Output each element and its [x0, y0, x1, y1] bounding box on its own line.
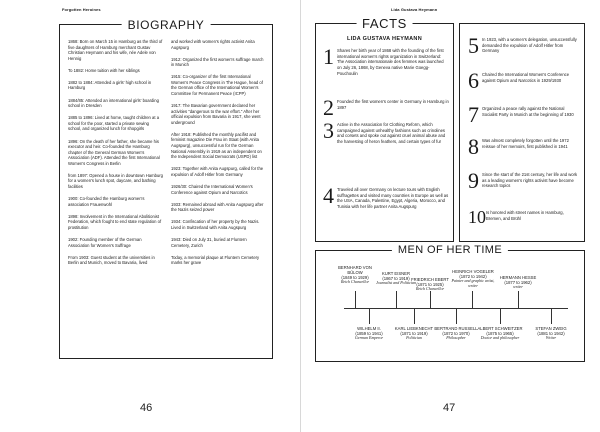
- biography-box: [59, 18, 273, 359]
- page-number: 46: [140, 402, 153, 414]
- fact-item: [323, 118, 449, 145]
- fact-item: [468, 68, 580, 93]
- fact-item: [468, 102, 580, 127]
- person-years: (1877 to 1962): [504, 280, 532, 286]
- biography-entry: 1898: Involvement in the International Abolitionist Federation, which fought to end state regulation of prostitution: [68, 213, 162, 230]
- timeline-person: [447, 269, 499, 289]
- fact-item: [323, 44, 449, 76]
- biography-entry: 1915: Co-organizer of the first International Women's Peace Congress in The Hague, head of the German office of the International Women's Committee for Permanent Peace (ICPP): [171, 74, 263, 97]
- biography-entry: 1882 to 1884: Attended a girls' high school in Hamburg: [68, 79, 152, 91]
- timeline-tick: [355, 291, 356, 308]
- biography-entry: from 1897: Opened a house in downtown Hamburg for a women's lunch spot, daycare, and bathing facilities: [68, 172, 163, 189]
- person-name: BERNHARD VON BÜLOW: [338, 265, 372, 276]
- fact-item: [468, 168, 580, 193]
- biography-entry: 1933: Remained abroad with Anita Augspurg after the Nazis seized power: [171, 201, 264, 213]
- person-role: Writer: [545, 335, 557, 341]
- fact-text: Was almost completely forgotten until the 1972 reissue of her memoirs, first published in 1941: [482, 138, 569, 149]
- fact-number: 6: [468, 68, 479, 93]
- person-name: KARL LIEBKNECHT: [394, 326, 434, 331]
- timeline-person: [332, 265, 378, 285]
- biography-entry: 1896: On the death of her father, she became his executor and heir. Co-founded the Hamburg chapter of the General German Women's Association (ADF). Attended the first International Women's Congress in Berlin: [68, 138, 160, 166]
- person-name: STEFAN ZWEIG: [535, 326, 567, 331]
- biography-entry: 1943: Died on July 31, buried at Fluntern Cemetery, Zurich: [171, 237, 247, 248]
- fact-number: 5: [468, 33, 479, 58]
- person-years: (1871 to 1925): [416, 282, 444, 288]
- fact-text: Chaired the International Women's Conference against Opium and Narcotics in 1929/1930: [482, 72, 570, 83]
- biography-entry: 1884/85: Attended an international girls' boarding school in Dresden: [68, 97, 159, 109]
- page-number: 47: [443, 402, 456, 414]
- fact-number: 10: [468, 207, 486, 227]
- fact-number: 3: [323, 118, 334, 143]
- person-years: (1875 to 1965): [486, 331, 514, 337]
- biography-entry: 1923: Together with Anita Augspurg, called for the expulsion of Adolf Hitler from Germany: [171, 166, 264, 177]
- fact-number: 8: [468, 134, 479, 159]
- biography-entry: Today, a memorial plaque at Fluntern Cemetery marks her grave: [171, 254, 260, 266]
- person-years: (1867 to 1919): [382, 276, 410, 282]
- person-role: German Emperor: [354, 335, 384, 341]
- person-years: (1872 to 1942): [459, 274, 487, 280]
- biography-entry: 1902: Founding member of the German Association for Women's Suffrage: [68, 237, 142, 248]
- timeline-tick: [551, 308, 552, 324]
- facts-box: [315, 16, 454, 242]
- men-of-her-time-heading: MEN OF HER TIME: [392, 244, 508, 256]
- timeline-person: [528, 326, 574, 341]
- fact-number: 7: [468, 102, 479, 127]
- biography-entry: and worked with women's rights activist Anita Augspurg: [171, 39, 255, 50]
- timeline-person: [346, 326, 392, 341]
- biography-heading: BIOGRAPHY: [122, 18, 211, 32]
- fact-number: 4: [323, 183, 334, 208]
- timeline-tick: [500, 308, 501, 324]
- timeline-person: [495, 275, 541, 290]
- fact-item: [468, 33, 580, 58]
- fact-text: In 1923, with a women's delegation, unsuccessfully demanded the expulsion of Adolf Hitler from Germany: [482, 37, 577, 54]
- biography-column-1: [68, 39, 163, 354]
- biography-entry: 1868: Born on March 15 in Hamburg as the third of five daughters of Hamburg merchant Gustav Christian Heymann and his wife, née Adele von Hennig: [68, 39, 163, 61]
- person-name: ALBERT SCHWEITZER: [477, 326, 523, 331]
- timeline-tick: [414, 308, 415, 324]
- timeline-tick: [518, 291, 519, 308]
- timeline-tick: [430, 291, 431, 308]
- person-name: KURT EISNER: [381, 271, 410, 276]
- fact-text: Since the start of the 21st century, her life and work as a leading women's rights activist have become research topics: [482, 172, 578, 189]
- biography-entry: From 1903: Guest student at the universities in Berlin and Munich, moved to Bavaria, lived: [68, 254, 155, 266]
- person-years: (1872 to 1970): [442, 331, 470, 337]
- person-name: BERTRAND RUSSELL: [434, 326, 478, 331]
- timeline-person: [433, 326, 479, 341]
- timeline-person: [477, 326, 523, 341]
- timeline-person: [391, 326, 437, 341]
- biography-entry: 1934: Confiscation of her property by the Nazis. Lived in Switzerland with Anita Augspurg: [171, 219, 260, 230]
- person-name: HEINRICH VOGELER: [452, 269, 494, 274]
- fact-text: Is honored with street names in Hamburg, Bremen, and Brühl: [486, 210, 564, 221]
- person-role: Journalist and Politician: [376, 280, 416, 286]
- biography-entry: 1926/30: Chaired the International Women's Conference against Opium and Narcotics: [171, 183, 253, 195]
- fact-text: Active in the Association for Clothing Reform, which campaigned against unhealthy fashions such as crinolines and corsets and spoke out against cruel animal abuse and the harvesting of heron feathers, and certain types of fur: [337, 122, 446, 145]
- biography-entry: 1912: Organized the first women's suffrage march in Munich: [171, 56, 264, 68]
- person-role: Doctor and philosopher: [480, 335, 520, 341]
- timeline-tick: [369, 308, 370, 324]
- person-role: Philosopher: [446, 335, 466, 341]
- facts-heading: FACTS: [356, 16, 413, 31]
- running-head: Lida Gustava Heymann: [391, 7, 438, 12]
- biography-entry: 1885 to 1896: Lived at home, taught children at a school for the poor, started a private sewing school, and organized lunch for shopgirls: [68, 115, 160, 132]
- person-role: Reich Chancellor: [415, 286, 445, 292]
- fact-text: Shares her birth year of 1868 with the founding of the first international women's rights organization in Switzerland: The Association internationale des femmes was launched on July 26, 1868, by Geneva native Marie Goegg-Pouchoulin: [337, 48, 444, 76]
- person-role: Reich Chancellor: [340, 279, 370, 285]
- person-role: writer: [513, 284, 523, 290]
- facts-subtitle: LIDA GUSTAVA HEYMANN: [347, 36, 422, 42]
- fact-number: 9: [468, 168, 479, 193]
- timeline-tick: [396, 291, 397, 308]
- men-of-her-time-box: [315, 244, 585, 362]
- biography-entry: 1917: The Bavarian government declared her activities "dangerous to the war effort." After her official expulsion from Bavaria in 1917, she went underground: [171, 103, 261, 125]
- fact-text: Organized a peace rally against the National Socialist Party in Munich at the beginning of 1930: [482, 106, 574, 117]
- fact-item: [323, 183, 449, 210]
- fact-text: Founded the first women's center in Germany in Hamburg in 1897: [337, 99, 449, 110]
- person-name: FRIEDRICH EBERT: [411, 277, 449, 282]
- person-name: HERMANN HESSE: [499, 275, 537, 280]
- biography-column-2: [171, 39, 266, 354]
- fact-item: [468, 207, 580, 227]
- person-role: Painter and graphic artist, writer: [451, 278, 495, 288]
- fact-item: [323, 95, 449, 120]
- person-years: (1859 to 1941): [355, 331, 383, 337]
- fact-text: Traveled all over Germany on lecture tours with English suffragettes and visited many countries in Europe as well as the USA, Canada, Palestine, Egypt, Algeria, Morocco, and Tunisia with her life partner Anita Augspurg: [337, 187, 449, 210]
- timeline-tick: [456, 308, 457, 324]
- person-role: Politician: [406, 335, 422, 341]
- fact-number: 2: [323, 95, 334, 120]
- biography-entry: After 1918: Published the monthly pacifist and feminist magazine Die Frau im Staat (with Anita Augspurg), unsuccessful run for the German National Assembly in 1919 as an independent on the Independent Social Democrats (USPD) list: [171, 131, 262, 160]
- right-page: [300, 0, 600, 432]
- person-years: (1849 to 1929): [341, 275, 369, 281]
- fact-item: [468, 134, 580, 159]
- person-years: (1871 to 1919): [400, 331, 428, 337]
- biography-entry: 1900: Co-founded the Hamburg women's association Frauenwohl: [68, 196, 145, 207]
- facts-box-continued: [459, 23, 585, 242]
- running-head: Forgotten Heroines: [62, 7, 101, 12]
- timeline-tick: [472, 291, 473, 308]
- biography-entry: To 1882: Home tuition with her siblings: [68, 67, 140, 73]
- fact-number: 1: [323, 44, 334, 69]
- person-years: (1881 to 1942): [537, 331, 565, 337]
- person-name: WILHELM II.: [357, 326, 381, 331]
